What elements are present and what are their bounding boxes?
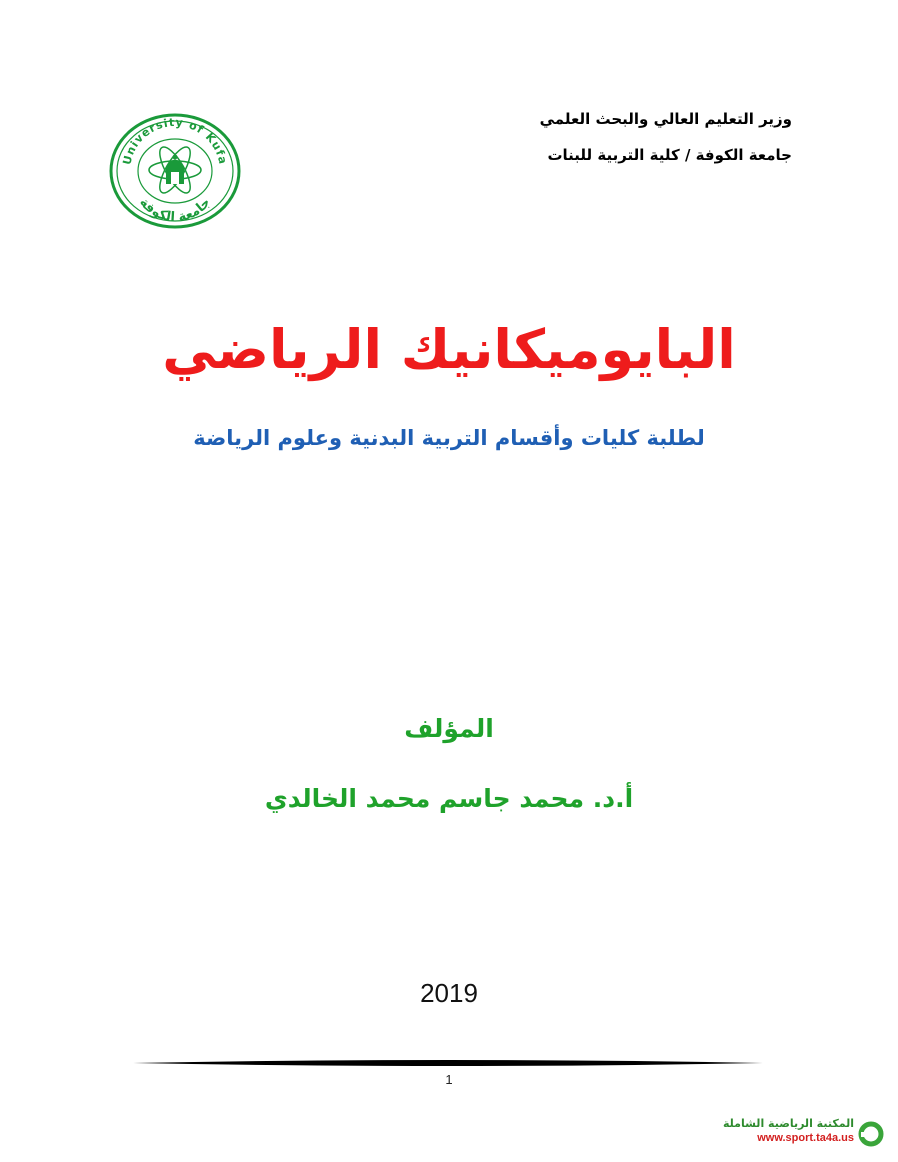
page-number: 1	[445, 1072, 453, 1087]
book-subtitle: لطلبة كليات وأقسام التربية البدنية وعلوم الرياضة	[193, 426, 705, 450]
publication-year: 2019	[420, 978, 478, 1008]
college-heading: جامعة الكوفة / كلية التربية للبنات	[547, 146, 792, 164]
author-label: المؤلف	[404, 714, 494, 743]
author-name: أ.د. محمد جاسم محمد الخالدي	[264, 784, 634, 813]
library-logo-icon	[858, 1121, 884, 1147]
watermark-site-name: المكتبة الرياضية الشاملة	[723, 1117, 854, 1130]
book-title: البايوميكانيك الرياضي	[162, 318, 736, 381]
seal-arabic-text: جامعة الكوفة	[136, 195, 214, 226]
footer-divider	[133, 1058, 765, 1068]
watermark-url[interactable]: www.sport.ta4a.us	[757, 1132, 854, 1144]
seal-english-text: University of Kufa	[120, 115, 230, 167]
university-seal-icon	[108, 112, 242, 230]
site-watermark[interactable]	[723, 1117, 884, 1153]
ministry-heading: وزير التعليم العالي والبحث العلمي	[539, 110, 792, 128]
